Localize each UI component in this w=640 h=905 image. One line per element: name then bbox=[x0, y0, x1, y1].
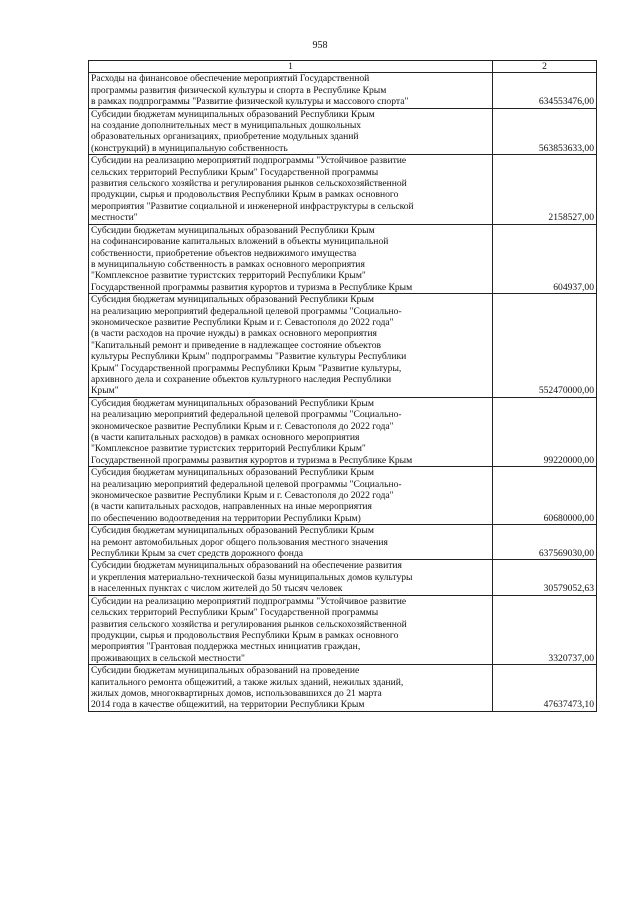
table-row bbox=[89, 467, 597, 525]
table-row bbox=[89, 224, 597, 293]
row-description: Субсидии бюджетам муниципальных образований Республики Крым на создание дополнительных мест в муниципальных дошкольных образовательных организациях, приобретение модульных зданий (конструкций) в муниципальную собственность bbox=[89, 108, 493, 155]
row-description: Расходы на финансовое обеспечение мероприятий Государственной программы развития физической культуры и спорта в Республике Крым в рамках подпрограммы "Развитие физической культуры и массового спорта" bbox=[89, 73, 493, 108]
table-row bbox=[89, 595, 597, 664]
row-description: Субсидия бюджетам муниципальных образований Республики Крым на реализацию мероприятий федеральной целевой программы "Социально- экономическое развитие Республики Крым и г. Севастополя до 2022 года" (в части капитальных расходов) в рамках основного мероприятия "Комплексное развитие туристских территорий Республики Крым" Государственной программы развития курортов и туризма в Республике Крым bbox=[89, 397, 493, 466]
row-description: Субсидии бюджетам муниципальных образований Республики Крым на софинансирование капитальных вложений в объекты муниципальной собственности, приобретение объектов недвижимого имущества в муниципальную собственность в рамках основного мероприятия "Комплексное развитие туристских территорий Республики Крым" Государственной программы развития курортов и туризма в Республике Крым bbox=[89, 224, 493, 293]
row-description: Субсидии на реализацию мероприятий подпрограммы "Устойчивое развитие сельских территорий Республики Крым" Государственной программы развития сельского хозяйства и регулирования рынков сельскохозяйственной продукции, сырья и продовольствия Республики Крым в рамках основного мероприятия "Грантовая поддержка местных инициатив граждан, проживающих в сельской местности" bbox=[89, 595, 493, 664]
row-amount: 604937,00 bbox=[493, 224, 597, 293]
column-header-description: 1 bbox=[89, 61, 493, 73]
row-description: Субсидия бюджетам муниципальных образований Республики Крым на ремонт автомобильных дорог общего пользования местного значения Республики Крым за счет средств дорожного фонда bbox=[89, 525, 493, 560]
table-row bbox=[89, 560, 597, 595]
table-row bbox=[89, 108, 597, 155]
row-description: Субсидия бюджетам муниципальных образований Республики Крым на реализацию мероприятий федеральной целевой программы "Социально- экономическое развитие Республики Крым и г. Севастополя до 2022 года" (в части капитальных расходов, направленных на иные мероприятия по обеспечению водоотведения на территории Республики Крым) bbox=[89, 467, 493, 525]
table-row bbox=[89, 73, 597, 108]
row-amount: 3320737,00 bbox=[493, 595, 597, 664]
row-amount: 47637473,10 bbox=[493, 665, 597, 712]
row-description: Субсидии на реализацию мероприятий подпрограммы "Устойчивое развитие сельских территорий Республики Крым" Государственной программы развития сельского хозяйства и регулирования рынков сельскохозяйственной продукции, сырья и продовольствия Республики Крым в рамках основного мероприятия "Развитие социальной и инженерной инфраструктуры в сельской местности" bbox=[89, 155, 493, 224]
row-amount: 30579052,63 bbox=[493, 560, 597, 595]
table-row bbox=[89, 294, 597, 398]
table-row bbox=[89, 525, 597, 560]
column-header-amount: 2 bbox=[493, 61, 597, 73]
row-amount: 99220000,00 bbox=[493, 397, 597, 466]
table-row bbox=[89, 397, 597, 466]
row-amount: 634553476,00 bbox=[493, 73, 597, 108]
table-row bbox=[89, 155, 597, 224]
row-description: Субсидия бюджетам муниципальных образований Республики Крым на реализацию мероприятий федеральной целевой программы "Социально- экономическое развитие Республики Крым и г. Севастополя до 2022 года" (в части расходов на прочие нужды) в рамках основного мероприятия "Капитальный ремонт и приведение в надлежащее состояние объектов культуры Республики Крым" подпрограммы "Развитие культуры Республики Крым" Государственной программы Республики Крым "Развитие культуры, архивного дела и сохранение объектов культурного наследия Республики Крым" bbox=[89, 294, 493, 398]
budget-table bbox=[88, 60, 597, 712]
row-description: Субсидии бюджетам муниципальных образований на проведение капитального ремонта общежитий, а также жилых зданий, нежилых зданий, жилых домов, многоквартирных домов, использовавшихся до 21 марта 2014 года в качестве общежитий, на территории Республики Крым bbox=[89, 665, 493, 712]
row-amount: 637569030,00 bbox=[493, 525, 597, 560]
row-amount: 563853633,00 bbox=[493, 108, 597, 155]
row-amount: 2158527,00 bbox=[493, 155, 597, 224]
table-header-row bbox=[89, 61, 597, 73]
row-description: Субсидии бюджетам муниципальных образований на обеспечение развития и укрепления материально-технической базы муниципальных домов культуры в населенных пунктах с числом жителей до 50 тысяч человек bbox=[89, 560, 493, 595]
table-row bbox=[89, 665, 597, 712]
row-amount: 60680000,00 bbox=[493, 467, 597, 525]
row-amount: 552470000,00 bbox=[493, 294, 597, 398]
page-number: 958 bbox=[312, 40, 328, 51]
